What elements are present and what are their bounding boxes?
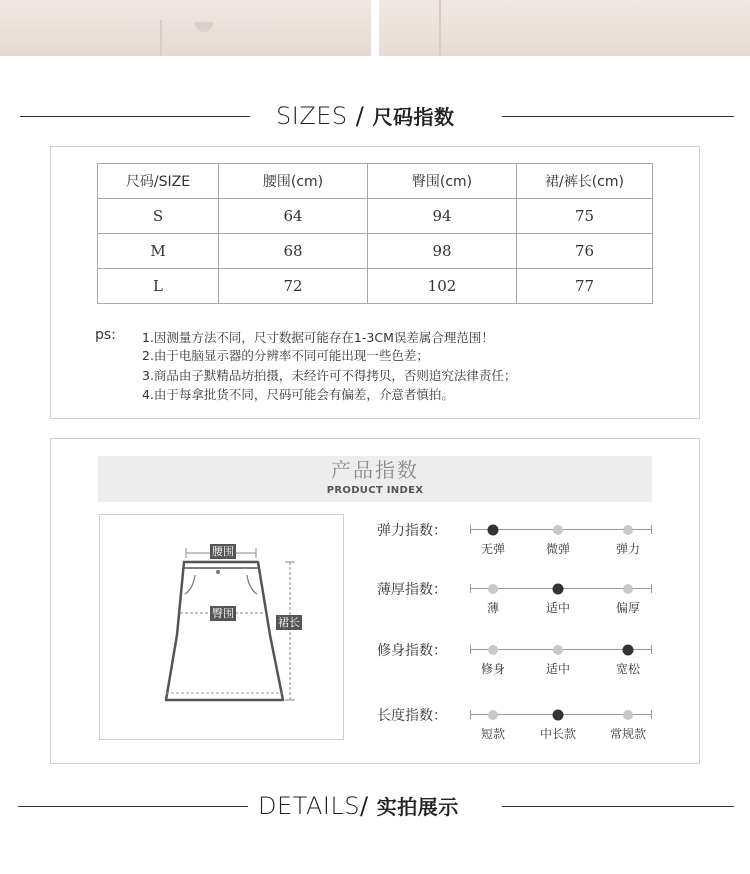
length-label: 裙长 <box>278 616 300 629</box>
details-heading-zh: 实拍展示 <box>376 795 459 819</box>
table-header-cell: 尺码/SIZE <box>98 164 219 199</box>
notes-label: ps: <box>95 327 116 343</box>
note-line: 4.由于每拿批货不同，尺码可能会有偏差，介意者慎拍。 <box>142 387 454 402</box>
details-heading <box>258 791 459 820</box>
index-dot-selected <box>623 644 634 655</box>
index-dot-selected <box>553 583 564 594</box>
index-option-label: 薄 <box>486 601 500 615</box>
table-cell: 68 <box>219 234 368 269</box>
waist-label: 腰围 <box>212 545 234 558</box>
index-option-label: 短款 <box>480 727 506 741</box>
sizes-heading-slash: / <box>347 102 373 130</box>
index-scale-tick <box>470 584 471 593</box>
hip-label: 臀围 <box>212 607 234 620</box>
index-scale-tick <box>470 525 471 534</box>
index-label: 弹力指数： <box>377 523 447 539</box>
table-header-cell: 裙/裤长(cm) <box>517 164 653 199</box>
index-option-label: 中长款 <box>539 727 577 741</box>
table-cell: 102 <box>368 269 517 304</box>
index-option-label: 适中 <box>545 601 571 615</box>
index-dot <box>553 525 563 535</box>
table-cell: 75 <box>517 199 653 234</box>
note-line: 1.因测量方法不同，尺寸数据可能存在1-3CM误差属合理范围！ <box>142 330 494 345</box>
table-row <box>98 199 653 234</box>
index-option-label: 宽松 <box>615 662 641 676</box>
index-dot <box>623 584 633 594</box>
index-option-label: 微弹 <box>545 542 571 556</box>
index-dot <box>623 525 633 535</box>
table-cell: 77 <box>517 269 653 304</box>
index-label: 薄厚指数： <box>377 582 447 598</box>
index-option-label: 常规款 <box>609 727 647 741</box>
table-cell: 98 <box>368 234 517 269</box>
index-dot <box>488 710 498 720</box>
table-cell: M <box>98 234 219 269</box>
table-header-row <box>98 164 653 199</box>
table-cell: 94 <box>368 199 517 234</box>
heading-rule-left <box>20 116 250 117</box>
table-row <box>98 269 653 304</box>
heading-rule-right <box>502 806 734 807</box>
sizes-heading-en: SIZES <box>276 102 348 130</box>
heading-rule-left <box>18 806 248 807</box>
size-table <box>97 163 653 304</box>
details-heading-slash: / <box>360 792 377 820</box>
skirt-diagram <box>99 514 344 740</box>
table-header-cell: 臀围(cm) <box>368 164 517 199</box>
table-header-cell: 腰围(cm) <box>219 164 368 199</box>
index-dot <box>623 710 633 720</box>
note-line: 2.由于电脑显示器的分辨率不同可能出现一些色差； <box>142 348 429 363</box>
index-scale-tick <box>651 525 652 534</box>
index-scale-tick <box>470 710 471 719</box>
index-scale-tick <box>470 645 471 654</box>
details-heading-en: DETAILS <box>258 792 361 820</box>
index-option-label: 弹力 <box>615 542 641 556</box>
product-photo-left <box>0 0 371 56</box>
sizes-heading <box>276 101 455 130</box>
sizes-heading-zh: 尺码指数 <box>372 105 455 129</box>
index-option-label: 无弹 <box>480 542 506 556</box>
table-row <box>98 234 653 269</box>
product-photo-right <box>379 0 750 56</box>
heading-rule-right <box>502 116 734 117</box>
index-option-label: 适中 <box>545 662 571 676</box>
index-option-label: 偏厚 <box>615 601 641 615</box>
index-label: 修身指数： <box>377 643 447 659</box>
index-dot <box>488 584 498 594</box>
table-cell: 76 <box>517 234 653 269</box>
table-cell: 72 <box>219 269 368 304</box>
table-cell: L <box>98 269 219 304</box>
index-label: 长度指数： <box>377 708 447 724</box>
product-index-banner <box>98 456 652 502</box>
index-scale-tick <box>651 645 652 654</box>
index-dot-selected <box>488 524 499 535</box>
product-index-title-en: PRODUCT INDEX <box>326 485 424 496</box>
product-index-title-zh: 产品指数 <box>331 458 419 482</box>
index-scale-tick <box>651 710 652 719</box>
index-scale-tick <box>651 584 652 593</box>
index-option-label: 修身 <box>480 662 506 676</box>
index-dot <box>553 645 563 655</box>
table-cell: S <box>98 199 219 234</box>
note-line: 3.商品由子默精品坊拍摄，未经许可不得拷贝，否则追究法律责任； <box>142 368 517 383</box>
index-dot <box>488 645 498 655</box>
table-cell: 64 <box>219 199 368 234</box>
index-dot-selected <box>553 709 564 720</box>
